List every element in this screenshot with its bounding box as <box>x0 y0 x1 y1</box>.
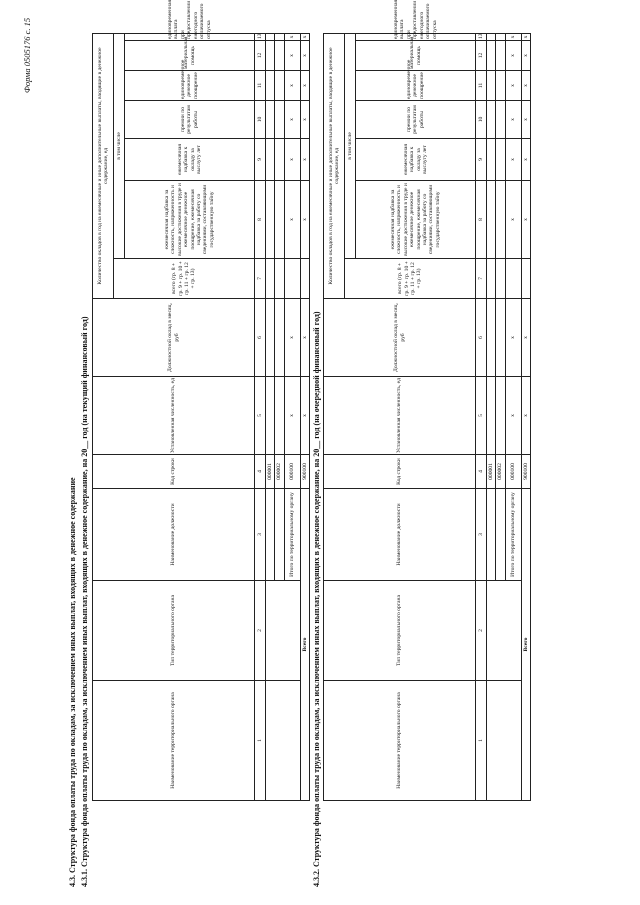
row-code: 000002 <box>496 455 505 489</box>
col-number: 11 <box>476 71 487 101</box>
header-col11: единовременное денежное поощрение <box>356 71 476 101</box>
cell-x: x <box>284 101 300 139</box>
col-number: 1 <box>476 681 487 801</box>
row-code: 000100 <box>284 455 300 489</box>
cell-org-type <box>487 581 522 681</box>
cell-org-name <box>487 681 522 801</box>
cell-x: x <box>284 377 300 455</box>
col-number: 2 <box>476 581 487 681</box>
header-col6: Должностной оклад в месяц, руб <box>324 299 476 377</box>
cell <box>275 489 284 581</box>
form-code: Форма 0505176 с. 15 <box>22 17 32 93</box>
col-number: 13 <box>476 33 487 40</box>
cell-x: x <box>505 377 521 455</box>
cell-x: x <box>505 33 521 40</box>
header-col13: единовременная выплата при предоставлении ежегодного оплачиваемого отпуска <box>356 33 476 40</box>
cell-x: x <box>300 41 309 71</box>
table-row <box>487 33 496 800</box>
cell-x: x <box>300 101 309 139</box>
col-number: 13 <box>255 33 266 40</box>
cell-x: x <box>300 139 309 181</box>
cell-x: x <box>284 71 300 101</box>
header-col2: Тип территориального органа <box>324 581 476 681</box>
header-col3: Наименование должности <box>93 489 255 581</box>
cell-x: x <box>521 377 530 455</box>
col-number: 5 <box>476 377 487 455</box>
cell-x: x <box>505 41 521 71</box>
col-number: 8 <box>255 181 266 259</box>
row-code: 000002 <box>275 455 284 489</box>
cell-x: x <box>521 139 530 181</box>
row-code: 000001 <box>266 455 275 489</box>
col-number: 11 <box>255 71 266 101</box>
header-col3: Наименование должности <box>324 489 476 581</box>
header-col8: ежемесячная надбавка за сложность, напряженность и высокие достижения в труде и ежемесячное денежное поощрение, ежемесячная надбавка за работу со сведениями, составляющими государственную тайну <box>125 181 255 259</box>
cell-x: x <box>521 71 530 101</box>
section-4-3-1-title: 4.3.1. Структура фонда оплаты труда по окладам, за исключением иных выплат, входящих в денежное содержание, на 20__ год (на текущий финансовый год) <box>80 316 89 887</box>
col-number: 12 <box>255 41 266 71</box>
cell-x: x <box>521 299 530 377</box>
header-col10: премии по результатам работы <box>356 101 476 139</box>
header-col9: ежемесячная надбавка к окладу за выслугу лет <box>125 139 255 181</box>
header-group: Количество окладов в год на ежемесячные и иные дополнительные выплаты, входящие в денежное содержание, ед <box>93 33 114 298</box>
col-number: 12 <box>476 41 487 71</box>
cell-x: x <box>284 299 300 377</box>
col-number: 10 <box>255 101 266 139</box>
header-col1: Наименование территориального органа <box>324 681 476 801</box>
header-col5: Установленная численность, ед <box>93 377 255 455</box>
cell-x: x <box>505 139 521 181</box>
col-number: 9 <box>476 139 487 181</box>
cell-x: x <box>284 33 300 40</box>
header-incl: в том числе <box>345 33 356 258</box>
cell-x: x <box>300 71 309 101</box>
cell-x: x <box>284 139 300 181</box>
cell-x: x <box>505 181 521 259</box>
header-col12: материальная помощь <box>125 41 255 71</box>
cell-x: x <box>521 101 530 139</box>
row-code: 900100 <box>521 455 530 489</box>
col-number: 9 <box>255 139 266 181</box>
total-row <box>521 33 530 800</box>
table-4-3-2 <box>323 0 531 801</box>
total-label: Всего <box>300 489 309 801</box>
table-4-3-1 <box>92 0 310 801</box>
cell <box>496 489 505 581</box>
row-code: 000100 <box>505 455 521 489</box>
section-4-3-title: 4.3. Структура фонда оплаты труда по окладам, за исключением иных выплат, входящих в денежное содержание <box>68 477 77 887</box>
table-row <box>266 33 275 800</box>
cell <box>487 489 496 581</box>
cell-x: x <box>521 33 530 40</box>
header-col1: Наименование территориального органа <box>93 681 255 801</box>
header-incl: в том числе <box>114 33 125 258</box>
cell-x: x <box>300 377 309 455</box>
cell-org-type <box>266 581 301 681</box>
col-number: 1 <box>255 681 266 801</box>
cell-x: x <box>521 181 530 259</box>
header-col4: Код строки <box>93 455 255 489</box>
cell-x: x <box>284 181 300 259</box>
header-col4: Код строки <box>324 455 476 489</box>
cell <box>266 489 275 581</box>
col-number: 10 <box>476 101 487 139</box>
header-total: всего (гр. 8 + гр. 9 + гр. 10 + гр. 11 + гр. 12 + гр. 13) <box>114 259 255 299</box>
col-number: 7 <box>255 259 266 299</box>
header-group: Количество окладов в год на ежемесячные и иные дополнительные выплаты, входящие в денежное содержание, ед <box>324 33 345 298</box>
col-number: 5 <box>255 377 266 455</box>
col-number: 6 <box>476 299 487 377</box>
col-number: 3 <box>255 489 266 581</box>
header-col11: единовременное денежное поощрение <box>125 71 255 101</box>
col-number: 4 <box>476 455 487 489</box>
col-number: 3 <box>476 489 487 581</box>
col-number: 7 <box>476 259 487 299</box>
col-number: 8 <box>476 181 487 259</box>
section-4-3-2-title: 4.3.2. Структура фонда оплаты труда по окладам, за исключением иных выплат, входящих в денежное содержание, на 20__ год (на очередной финансовый год) <box>312 311 321 887</box>
total-row <box>300 33 309 800</box>
col-number: 2 <box>255 581 266 681</box>
total-label: Всего <box>521 489 530 801</box>
header-total: всего (гр. 8 + гр. 9 + гр. 10 + гр. 11 + гр. 12 + гр. 13) <box>345 259 476 299</box>
header-col10: премии по результатам работы <box>125 101 255 139</box>
subtotal-label: Итого по территориальному органу <box>505 489 521 581</box>
cell-x: x <box>505 299 521 377</box>
cell-x: x <box>300 33 309 40</box>
cell-org-name <box>266 681 301 801</box>
header-col9: ежемесячная надбавка к окладу за выслугу лет <box>356 139 476 181</box>
col-number: 4 <box>255 455 266 489</box>
col-number: 6 <box>255 299 266 377</box>
cell-x: x <box>284 41 300 71</box>
header-col6: Должностной оклад в месяц, руб <box>93 299 255 377</box>
subtotal-label: Итого по территориальному органу <box>284 489 300 581</box>
cell-x: x <box>521 41 530 71</box>
row-code: 000001 <box>487 455 496 489</box>
header-col5: Установленная численность, ед <box>324 377 476 455</box>
row-code: 900100 <box>300 455 309 489</box>
cell-x: x <box>300 181 309 259</box>
cell-x: x <box>505 101 521 139</box>
header-col12: материальная помощь <box>356 41 476 71</box>
header-col2: Тип территориального органа <box>93 581 255 681</box>
cell-x: x <box>505 71 521 101</box>
header-col8: ежемесячная надбавка за сложность, напряженность и высокие достижения в труде и ежемесячное денежное поощрение, ежемесячная надбавка за работу со сведениями, составляющими государственную тайну <box>356 181 476 259</box>
cell-x: x <box>300 299 309 377</box>
header-col13: единовременная выплата при предоставлении ежегодного оплачиваемого отпуска <box>125 33 255 40</box>
